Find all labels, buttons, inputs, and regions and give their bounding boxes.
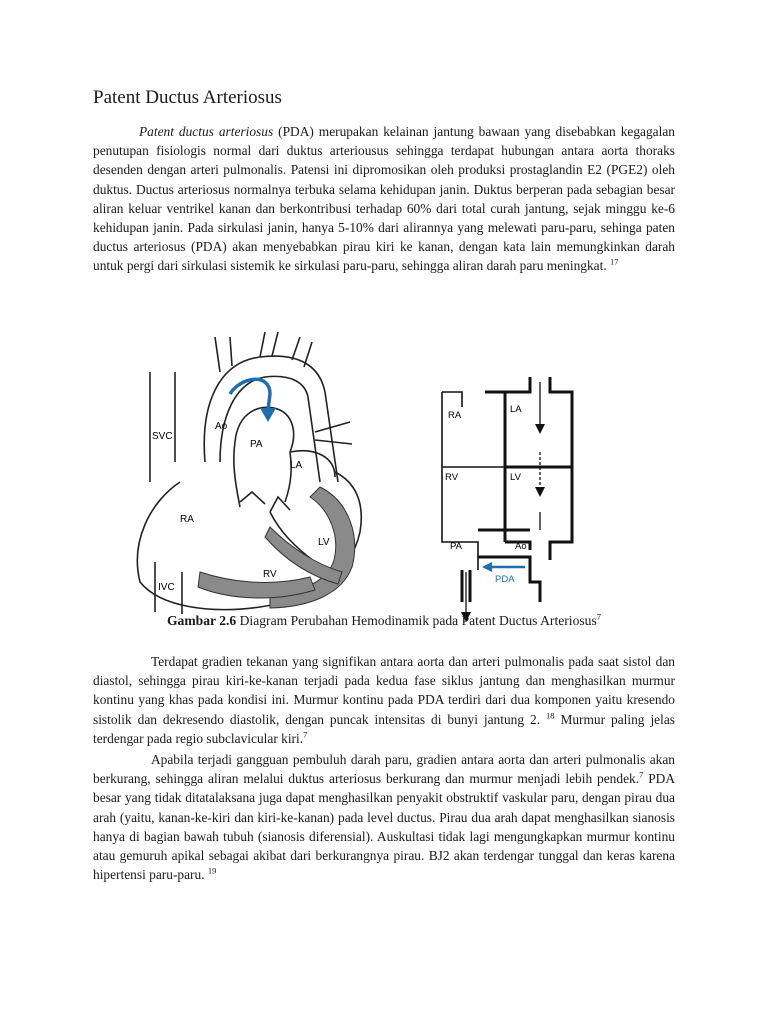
paragraph-murmur xyxy=(93,652,675,748)
paragraph-pulmonary-text-a: Apabila terjadi gangguan pembuluh darah paru, gradien antara aorta dan arteri pulmonalis akan berkurang, sehingga aliran melalui duktus arteriosus berkurang dan murmur menjadi lebih pendek. xyxy=(93,752,675,787)
label-rv-heart: RV xyxy=(263,569,277,580)
myocardium-rv xyxy=(198,572,315,598)
paragraph-intro-text: (PDA) merupakan kelainan jantung bawaan yang disebabkan kegagalan penutupan fisiologis normal dari duktus arteriousus sehingga terdapat hubungan antara aorta thoraks desenden dengan arteri pulmonalis. Patensi ini dipromosikan oleh produksi prostaglandin E2 (PGE2) oleh duktus. Ductus arteriosus normalnya terbuka selama kehidupan janin. Duktus berperan pada sebagian besar aliran keluar ventrikel kanan dan berkontribusi terhadap 60% dari total curah jantung, sejak minggu ke-6 kehidupan janin. Pada sirkulasi janin, hanya 5-10% dari alirannya yang melewati paru-paru, sehinga paten ductus arteriosus (PDA) akan menyebabkan pirau kiri ke kanan, dengan kata lain memungkinkan darah untuk pergi dari sirkulasi sistemik ke sirkulasi paru-paru, sehingga aliran darah paru meningkat. xyxy=(93,124,675,274)
label-ivc: IVC xyxy=(158,582,175,593)
paragraph-intro xyxy=(93,122,675,276)
label-rv-schema: RV xyxy=(445,472,459,483)
schema-arrowhead-la xyxy=(535,424,545,434)
reference-19: 19 xyxy=(207,865,217,876)
paragraph-pulmonary-text-b: PDA besar yang tidak ditatalaksana juga dapat menghasilkan penyakit obstruktif vaskular paru, dengan pirau dua arah (yaitu, kanan-ke-kiri dan kiri-ke-kanan) pada level ductus. Pirau dua arah dapat menghasilkan sianosis hanya di bagian bawah tubuh (sianosis diferensial). Auskultasi tidak lagi mengungkapkan murmur kontinu atau gemuruh apikal sebagai akibat dari berkurangnya pirau. BJ2 akan terdengar tunggal dan keras karena hipertensi paru-paru. xyxy=(93,771,675,883)
label-lv-heart: LV xyxy=(318,537,330,548)
reference-17: 17 xyxy=(610,256,619,267)
section-title: Patent Ductus Arteriosus xyxy=(93,87,282,108)
paragraph-pulmonary xyxy=(93,750,675,884)
label-ao-schema: Ao xyxy=(515,541,527,552)
figure-pda-diagram xyxy=(120,332,640,622)
italic-term: Patent ductus arteriosus xyxy=(139,124,274,139)
label-lv-schema: LV xyxy=(510,472,521,483)
label-pda-schema: PDA xyxy=(495,574,515,585)
caption-text: Diagram Perubahan Hemodinamik pada Patent Ductus Arteriosus xyxy=(236,613,597,628)
reference-18: 18 xyxy=(546,710,555,721)
reference-7b: 7 xyxy=(639,769,644,780)
label-la-schema: LA xyxy=(510,404,522,415)
ductus-flow-arrow xyxy=(230,379,270,410)
label-svc: SVC xyxy=(152,431,173,442)
caption-figure-number: Gambar 2.6 xyxy=(166,613,237,628)
label-ao-heart: Ao xyxy=(215,421,228,432)
pda-shunt-arrowhead xyxy=(482,562,492,572)
paragraph-murmur-text-a: Terdapat gradien tekanan yang signifikan antara aorta dan arteri pulmonalis pada saat sistol dan diastol, sehingga pirau kiri-ke-kanan terjadi pada kedua fase siklus jantung dan menghasilkan murmur kontinu yang khas pada kondisi ini. Murmur kontinu pada PDA terdiri dari dua komponen yaitu kresendo sistolik dan dekresendo diastolik, dengan puncak intensitas di bunyi jantung 2. xyxy=(93,654,675,727)
ductus-flow-arrowhead xyxy=(260,408,276,422)
figure-caption xyxy=(93,613,675,629)
label-la-heart: LA xyxy=(290,460,303,471)
caption-reference: 7 xyxy=(596,611,601,622)
label-ra-heart: RA xyxy=(180,514,194,525)
schema-arrowhead-lv xyxy=(535,487,545,497)
label-pa-schema: PA xyxy=(450,541,462,552)
paragraph-murmur-text-b: Murmur paling jelas terdengar pada regio subclavicular kiri. xyxy=(93,711,675,746)
label-pa-heart: PA xyxy=(250,439,263,450)
figure-svg xyxy=(120,332,640,622)
reference-7a: 7 xyxy=(303,729,308,740)
label-ra-schema: RA xyxy=(448,410,462,421)
